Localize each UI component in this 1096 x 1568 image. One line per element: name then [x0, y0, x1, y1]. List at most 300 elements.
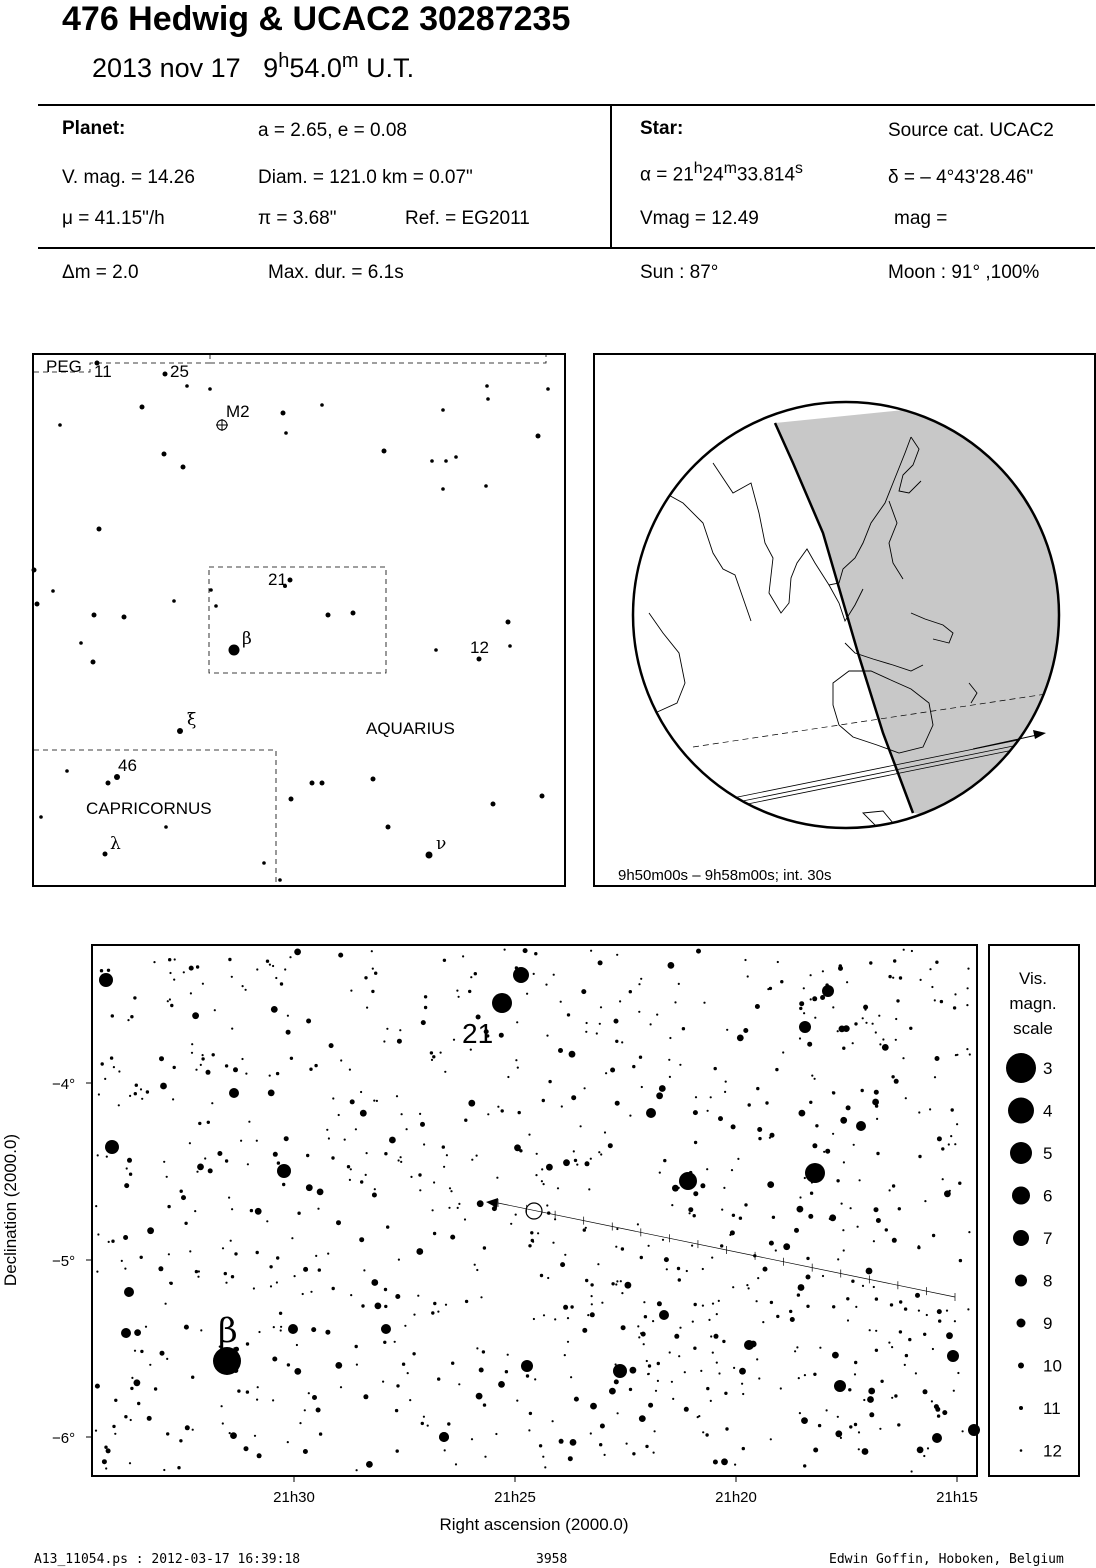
- legend-label: 9: [1043, 1314, 1053, 1333]
- bright-star: [124, 1287, 134, 1297]
- field-star: [588, 1188, 590, 1190]
- field-star: [926, 1314, 928, 1316]
- field-star: [192, 1012, 199, 1019]
- field-star: [668, 962, 675, 969]
- field-star: [413, 1314, 415, 1316]
- field-star: [743, 1028, 748, 1033]
- field-star: [868, 1388, 875, 1395]
- field-star: [600, 1006, 602, 1008]
- field-star: [256, 1399, 258, 1401]
- field-star: [840, 1437, 842, 1439]
- field-star: [767, 988, 769, 990]
- field-star: [798, 1284, 805, 1291]
- field-star: [889, 1189, 891, 1191]
- legend-mark: [1013, 1230, 1029, 1246]
- legend-mark: [1012, 1187, 1030, 1205]
- field-star: [140, 1256, 143, 1259]
- field-star: [328, 1137, 330, 1139]
- field-star: [468, 990, 471, 993]
- field-star: [574, 1159, 577, 1162]
- field-star: [453, 1039, 455, 1041]
- field-star: [865, 1022, 867, 1024]
- finder-star: [546, 387, 550, 391]
- field-star: [590, 1432, 592, 1434]
- finder-star: [58, 423, 62, 427]
- field-star: [875, 1297, 878, 1300]
- field-star: [953, 1006, 956, 1009]
- field-star: [810, 974, 812, 976]
- field-star: [962, 1430, 964, 1432]
- field-star: [231, 1028, 233, 1030]
- field-star: [567, 1317, 569, 1319]
- field-star: [799, 1412, 801, 1414]
- field-star: [672, 1398, 674, 1400]
- field-star: [546, 1164, 553, 1171]
- field-star: [234, 1252, 237, 1255]
- field-star: [875, 1330, 877, 1332]
- field-star: [134, 1350, 136, 1352]
- field-star: [536, 1153, 538, 1155]
- finder-label-46: 46: [118, 756, 137, 775]
- field-star: [198, 1122, 201, 1125]
- field-star: [897, 1423, 900, 1426]
- field-star: [799, 1196, 801, 1198]
- field-star: [708, 1319, 710, 1321]
- field-star: [149, 1364, 151, 1366]
- field-star: [270, 1285, 272, 1287]
- field-star: [780, 1387, 782, 1389]
- field-star: [140, 1088, 142, 1090]
- field-star: [818, 1424, 821, 1427]
- field-star: [905, 1354, 908, 1357]
- field-star: [846, 1297, 849, 1300]
- field-star: [909, 1027, 912, 1030]
- legend-label: 11: [1043, 1399, 1061, 1418]
- field-star: [448, 1207, 450, 1209]
- field-star: [286, 1030, 291, 1035]
- field-star: [718, 1372, 720, 1374]
- planet-parallax: π = 3.68": [258, 208, 337, 229]
- field-star: [245, 989, 247, 991]
- field-star: [722, 1340, 725, 1343]
- field-star: [248, 1121, 250, 1123]
- field-star: [809, 1101, 812, 1104]
- field-star: [638, 1011, 640, 1013]
- field-star: [744, 959, 746, 961]
- field-star: [669, 1076, 671, 1078]
- field-star: [756, 1087, 759, 1090]
- field-star: [848, 1388, 851, 1391]
- field-star: [189, 1142, 191, 1144]
- field-star: [222, 1247, 224, 1249]
- field-star: [197, 1164, 204, 1171]
- field-star: [316, 1408, 321, 1413]
- field-star: [419, 1189, 421, 1191]
- field-star: [276, 1072, 279, 1075]
- field-star: [306, 1019, 311, 1024]
- field-star: [315, 1255, 317, 1257]
- field-star: [918, 1310, 920, 1312]
- field-star: [861, 1089, 864, 1092]
- bright-star: [381, 1324, 391, 1334]
- field-star: [616, 1280, 618, 1282]
- field-star: [637, 1223, 639, 1225]
- field-star: [516, 1021, 518, 1023]
- field-star: [710, 1335, 712, 1337]
- field-star: [714, 1334, 719, 1339]
- field-star: [317, 1189, 324, 1196]
- field-star: [507, 1354, 509, 1356]
- planet-heading: Planet:: [62, 118, 126, 139]
- field-star: [968, 1231, 970, 1233]
- field-star: [431, 1311, 434, 1314]
- field-star: [825, 1149, 830, 1154]
- field-star: [568, 1456, 573, 1461]
- field-star: [366, 1152, 368, 1154]
- field-star: [806, 1305, 809, 1308]
- field-star: [432, 1055, 435, 1058]
- field-star: [255, 1208, 262, 1215]
- field-star: [929, 1108, 931, 1110]
- field-star: [697, 1416, 699, 1418]
- field-star: [846, 1105, 851, 1110]
- field-star: [783, 1243, 790, 1250]
- field-star: [299, 1422, 301, 1424]
- field-star: [526, 1374, 529, 1377]
- field-star: [204, 1157, 206, 1159]
- field-star: [796, 1346, 798, 1348]
- field-star: [814, 1017, 816, 1019]
- field-star: [931, 986, 933, 988]
- field-star: [803, 1012, 805, 1014]
- field-star: [832, 1006, 834, 1008]
- field-star: [629, 990, 632, 993]
- field-star: [437, 1311, 439, 1313]
- field-star: [231, 976, 233, 978]
- field-star: [854, 1361, 857, 1364]
- legend-mark: [1010, 1142, 1032, 1164]
- field-star: [742, 1393, 744, 1395]
- field-star: [726, 1029, 728, 1031]
- field-star: [880, 1380, 883, 1383]
- field-star: [107, 969, 110, 972]
- time-minutes-unit: m: [341, 50, 359, 72]
- field-star: [731, 1124, 736, 1129]
- field-star: [695, 1096, 697, 1098]
- field-star: [427, 1425, 429, 1427]
- field-star: [878, 1015, 880, 1017]
- bright-star: [277, 1164, 291, 1178]
- field-star: [948, 1143, 950, 1145]
- field-star: [269, 1075, 271, 1077]
- bright-star: [213, 1347, 241, 1375]
- star-heading: Star:: [640, 118, 684, 139]
- field-star: [366, 1007, 368, 1009]
- field-star: [430, 1051, 433, 1054]
- field-star: [224, 1272, 227, 1275]
- event-date: 2013 nov 17: [92, 53, 241, 83]
- field-star: [282, 1183, 285, 1186]
- field-star: [813, 1448, 818, 1453]
- field-star: [250, 1209, 253, 1212]
- field-star: [718, 1116, 723, 1121]
- field-star: [273, 1326, 275, 1328]
- finder-label-lambda: λ: [110, 834, 121, 854]
- field-star: [419, 1113, 421, 1115]
- field-star: [129, 1095, 131, 1097]
- field-star: [221, 1405, 223, 1407]
- field-star: [539, 1444, 542, 1447]
- bright-star: [679, 1172, 697, 1190]
- field-star: [775, 1249, 777, 1251]
- finder-label-beta: β: [242, 629, 252, 649]
- field-star: [177, 1466, 180, 1469]
- bright-star: [834, 1380, 846, 1392]
- field-star: [563, 1305, 568, 1310]
- field-star: [941, 1147, 944, 1150]
- field-star: [504, 949, 506, 951]
- field-star: [609, 1388, 616, 1395]
- field-star: [757, 1127, 762, 1132]
- finder-star: [262, 861, 266, 865]
- field-star: [189, 1250, 191, 1252]
- field-star: [966, 1004, 968, 1006]
- field-star: [938, 1319, 941, 1322]
- field-star: [398, 1259, 400, 1261]
- bright-star: [646, 1108, 656, 1118]
- field-star: [940, 1000, 943, 1003]
- finder-star: [208, 387, 212, 391]
- field-star: [246, 1390, 249, 1393]
- field-star: [167, 1000, 169, 1002]
- field-star: [287, 1441, 289, 1443]
- field-star: [256, 968, 258, 970]
- field-star: [340, 1386, 342, 1388]
- field-star: [192, 1429, 194, 1431]
- field-star: [756, 1358, 758, 1360]
- field-star: [468, 1100, 475, 1107]
- field-star: [656, 1092, 663, 1099]
- field-star: [927, 1447, 929, 1449]
- field-star: [444, 1449, 446, 1451]
- finder-label-xi: ξ: [187, 710, 197, 730]
- field-star: [344, 1139, 346, 1141]
- field-star: [208, 1168, 213, 1173]
- field-star: [483, 1403, 486, 1406]
- finder-star: [97, 527, 102, 532]
- field-star: [257, 1453, 262, 1458]
- field-star: [898, 1207, 901, 1210]
- finder-star: [540, 794, 545, 799]
- field-star: [271, 1006, 278, 1013]
- legend-title-3: scale: [1013, 1019, 1053, 1038]
- field-star: [934, 999, 936, 1001]
- finder-star: [477, 657, 482, 662]
- field-star: [956, 1123, 958, 1125]
- field-star: [212, 1053, 215, 1056]
- field-star: [616, 1228, 618, 1230]
- field-star: [244, 1446, 249, 1451]
- field-star: [476, 1269, 478, 1271]
- field-star: [737, 1158, 739, 1160]
- field-star: [543, 1183, 545, 1185]
- finder-label-11: 11: [94, 362, 112, 381]
- finder-star: [284, 431, 288, 435]
- field-star: [241, 1058, 243, 1060]
- field-star: [437, 1377, 440, 1380]
- field-star: [954, 993, 956, 995]
- field-star: [923, 1455, 925, 1457]
- planet-motion: μ = 41.15"/h: [62, 208, 165, 229]
- field-star: [851, 1280, 854, 1283]
- finder-star: [536, 434, 541, 439]
- field-star: [183, 971, 185, 973]
- field-star: [842, 1229, 844, 1231]
- finder-star: [140, 405, 145, 410]
- field-star: [645, 1445, 648, 1448]
- field-star: [256, 1251, 259, 1254]
- finder-star: [444, 459, 448, 463]
- finder-star: [371, 777, 376, 782]
- field-star: [882, 1038, 884, 1040]
- field-star: [937, 1414, 940, 1417]
- field-star: [957, 1372, 959, 1374]
- finder-star: [506, 620, 511, 625]
- field-star: [275, 977, 277, 979]
- field-star: [309, 1068, 312, 1071]
- field-star: [433, 1181, 435, 1183]
- field-star: [444, 1071, 446, 1073]
- field-star: [372, 1193, 377, 1198]
- field-star: [859, 1179, 861, 1181]
- field-star: [400, 1156, 402, 1158]
- field-star: [471, 1438, 473, 1440]
- field-star: [951, 1108, 954, 1111]
- field-star: [958, 1182, 961, 1185]
- field-star: [832, 1305, 835, 1308]
- field-star: [942, 1410, 947, 1415]
- field-star: [552, 1242, 554, 1244]
- field-star: [591, 1295, 593, 1297]
- field-star: [420, 1122, 425, 1127]
- field-star: [350, 990, 352, 992]
- field-star: [559, 1439, 564, 1444]
- delta-mag: Δm = 2.0: [62, 262, 139, 283]
- field-star: [319, 1432, 322, 1435]
- field-star: [206, 1070, 211, 1075]
- finder-star: [426, 852, 433, 859]
- legend-label: 7: [1043, 1229, 1053, 1248]
- field-star: [146, 1090, 149, 1093]
- field-star: [597, 1263, 599, 1265]
- field-star: [888, 975, 891, 978]
- field-star: [744, 1203, 747, 1206]
- field-star: [782, 1051, 784, 1053]
- field-star: [533, 1318, 535, 1320]
- field-star: [106, 1448, 111, 1453]
- field-star: [570, 1305, 573, 1308]
- field-star: [495, 1433, 497, 1435]
- field-star: [813, 1373, 816, 1376]
- finder-star: [289, 797, 294, 802]
- field-star: [691, 1245, 693, 1247]
- legend-mark: [1015, 1275, 1027, 1287]
- field-star: [543, 1314, 545, 1316]
- field-star: [118, 1070, 120, 1072]
- max-duration: Max. dur. = 6.1s: [268, 262, 404, 283]
- field-star: [823, 1151, 825, 1153]
- field-star: [876, 1152, 879, 1155]
- field-star: [445, 1304, 447, 1306]
- field-star: [359, 1237, 364, 1242]
- field-star: [671, 1204, 673, 1206]
- field-star: [360, 1110, 367, 1117]
- field-star: [371, 990, 374, 993]
- legend-mark: [1020, 1449, 1023, 1452]
- moon-info: Moon : 91° ,100%: [888, 262, 1040, 283]
- field-star: [837, 1416, 839, 1418]
- field-star: [557, 1187, 559, 1189]
- field-star: [700, 1183, 705, 1188]
- bright-star: [439, 1432, 449, 1442]
- field-star: [895, 1039, 897, 1041]
- field-star: [130, 1419, 132, 1421]
- field-star: [498, 1381, 505, 1388]
- field-star: [663, 1159, 666, 1162]
- field-star: [407, 1372, 409, 1374]
- field-star: [794, 1350, 796, 1352]
- field-star: [840, 1117, 847, 1124]
- field-star: [287, 1015, 289, 1017]
- bright-star: [492, 993, 512, 1013]
- field-star: [616, 954, 618, 956]
- bright-star: [521, 1360, 533, 1372]
- bright-star: [105, 1140, 119, 1154]
- field-star: [180, 1190, 183, 1193]
- field-star: [505, 1370, 508, 1373]
- field-star: [585, 1031, 587, 1033]
- legend-mark: [1019, 1406, 1023, 1410]
- field-star: [946, 1310, 948, 1312]
- time-ut: U.T.: [366, 53, 415, 83]
- field-star: [191, 1376, 194, 1379]
- field-star: [798, 1377, 800, 1379]
- field-star: [931, 1400, 933, 1402]
- field-star: [479, 1368, 484, 1373]
- field-star: [790, 1317, 795, 1322]
- star-chart: [0, 940, 1096, 1540]
- field-star: [374, 972, 377, 975]
- field-star: [302, 1293, 304, 1295]
- field-star: [140, 1350, 143, 1353]
- field-star: [853, 1144, 855, 1146]
- field-star: [131, 1377, 133, 1379]
- field-star: [829, 1214, 836, 1221]
- field-star: [621, 1247, 624, 1250]
- field-star: [905, 1097, 907, 1099]
- field-star: [741, 1383, 743, 1385]
- field-star: [598, 1151, 600, 1153]
- field-star: [934, 1076, 936, 1078]
- field-star: [737, 1035, 744, 1042]
- field-star: [822, 1275, 824, 1277]
- field-star: [804, 1177, 806, 1179]
- field-star: [799, 1037, 801, 1039]
- finder-star: [281, 411, 286, 416]
- field-star: [360, 1091, 362, 1093]
- field-star: [130, 1387, 133, 1390]
- field-star: [201, 1057, 204, 1060]
